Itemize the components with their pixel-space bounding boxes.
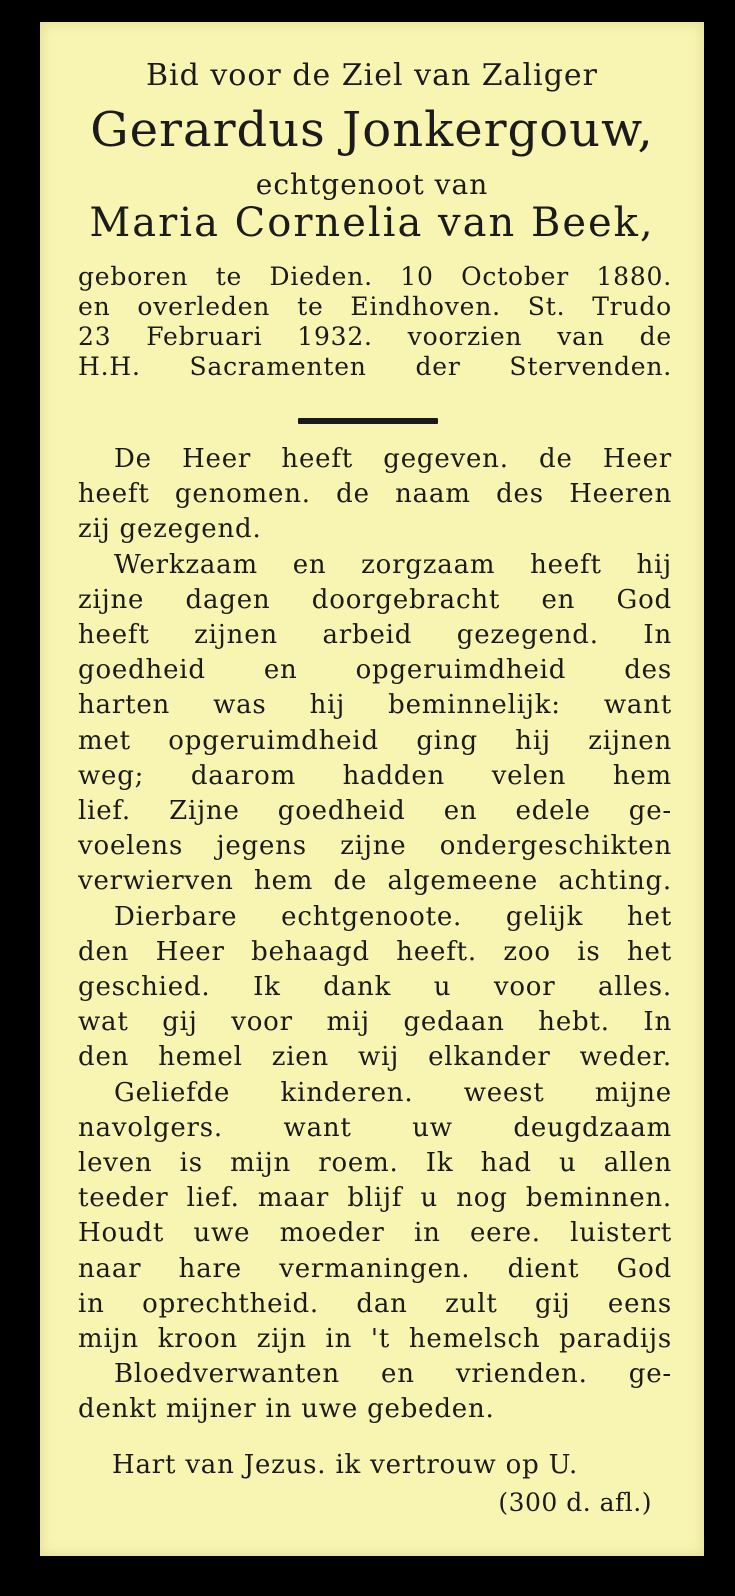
text-line: teeder lief. maar blijf u nog beminnen.	[78, 1183, 672, 1214]
text-line: Geliefde kinderen. weest mijne	[114, 1077, 672, 1108]
text-line: den hemel zien wij elkander weder.	[78, 1042, 672, 1073]
spouse-name: Maria Cornelia van Beek,	[89, 200, 655, 246]
text-line: verwierven hem de algemeene achting.	[78, 866, 672, 897]
text-line: weg; daarom hadden velen hem	[78, 760, 672, 791]
text-line: harten was hij beminnelijk: want	[78, 690, 672, 721]
detail-line: 23 Februari 1932. voorzien van de	[78, 322, 672, 351]
closing-prayer: Hart van Jezus. ik vertrouw op U.	[112, 1450, 579, 1480]
text-line: leven is mijn roem. Ik had u allen	[78, 1148, 672, 1179]
spouse-intro: echtgenoot van	[255, 168, 489, 201]
memorial-card	[40, 22, 704, 1556]
text-line: heeft zijnen arbeid gezegend. In	[78, 620, 672, 651]
indulgence-note: (300 d. afl.)	[498, 1488, 652, 1517]
text-line: den Heer behaagd heeft. zoo is het	[78, 936, 672, 967]
prayer-heading: Bid voor de Ziel van Zaliger	[145, 58, 599, 93]
text-line: Werkzaam en zorgzaam heeft hij	[114, 549, 672, 580]
text-line: goedheid en opgeruimdheid des	[78, 655, 672, 686]
text-line: geschied. Ik dank u voor alles.	[78, 972, 672, 1003]
text-line: heeft genomen. de naam des Heeren	[78, 479, 672, 510]
text-line: wat gij voor mij gedaan hebt. In	[78, 1007, 672, 1038]
text-line: lief. Zijne goedheid en edele ge-	[78, 796, 672, 827]
divider-rule	[298, 418, 438, 424]
text-line: met opgeruimdheid ging hij zijnen	[78, 725, 672, 756]
birth-death-details	[78, 262, 672, 382]
deceased-name: Gerardus Jonkergouw,	[90, 102, 654, 158]
detail-line: H.H. Sacramenten der Stervenden.	[78, 352, 672, 381]
text-line: zij gezegend.	[78, 514, 262, 545]
text-line: denkt mijner in uwe gebeden.	[78, 1394, 495, 1425]
text-line: De Heer heeft gegeven. de Heer	[114, 444, 672, 474]
text-line: Dierbare echtgenoote. gelijk het	[114, 901, 672, 932]
memorial-text	[78, 442, 672, 1428]
text-line: naar hare vermaningen. dient God	[78, 1253, 672, 1284]
text-line: navolgers. want uw deugdzaam	[78, 1112, 672, 1143]
text-line: mijn kroon zijn in 't hemelsch paradijs	[78, 1324, 672, 1355]
text-line: zijne dagen doorgebracht en God	[78, 584, 672, 615]
text-line: voelens jegens zijne ondergeschikten	[78, 831, 672, 862]
text-line: Houdt uwe moeder in eere. luistert	[78, 1218, 672, 1249]
text-line: in oprechtheid. dan zult gij eens	[78, 1288, 672, 1319]
text-line: Bloedverwanten en vrienden. ge-	[114, 1359, 672, 1390]
detail-line: geboren te Dieden. 10 October 1880.	[78, 262, 672, 291]
detail-line: en overleden te Eindhoven. St. Trudo	[78, 292, 672, 321]
